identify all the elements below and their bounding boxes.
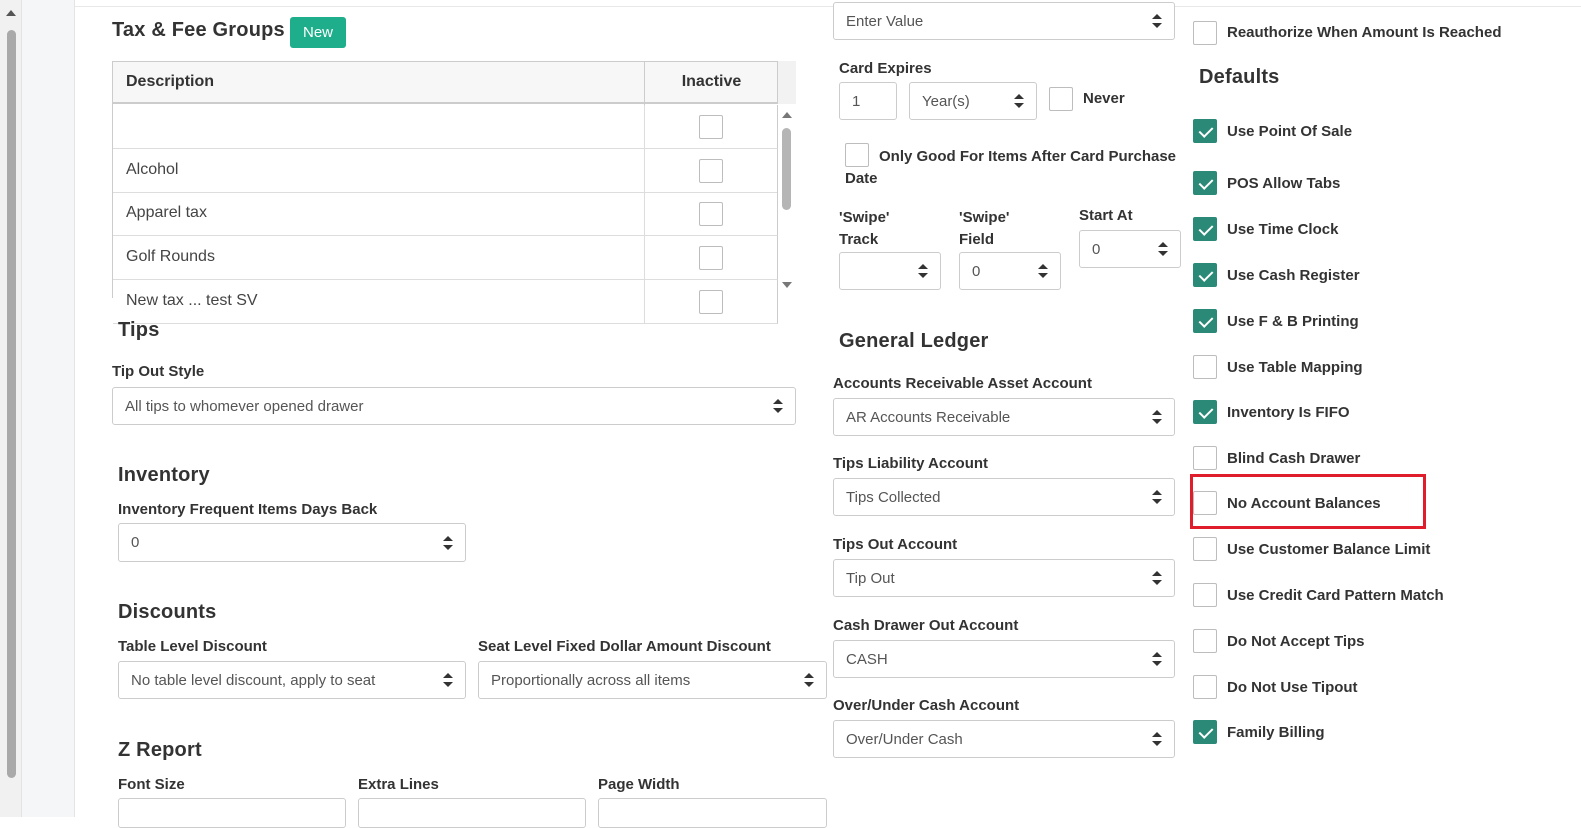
- column-header-description[interactable]: Description: [126, 73, 215, 90]
- table-header-scroll-gap: [778, 61, 796, 104]
- tax-fee-groups-title: Tax & Fee Groups: [112, 19, 285, 41]
- swipe-track-label: 'Swipe' Track: [839, 209, 890, 248]
- card-expires-unit-select[interactable]: [909, 82, 1037, 120]
- select-caret-icon: [773, 399, 783, 413]
- defaults-checkbox[interactable]: [1193, 171, 1217, 195]
- seat-level-discount-select[interactable]: [478, 661, 827, 699]
- reauthorize-label: Reauthorize When Amount Is Reached: [1227, 24, 1502, 41]
- highlight-box: [1190, 474, 1426, 529]
- scrollbar-thumb[interactable]: [782, 128, 791, 210]
- tip-out-style-value: All tips to whomever opened drawer: [125, 397, 364, 415]
- select-caret-icon: [1152, 14, 1162, 28]
- defaults-checkbox-label: POS Allow Tabs: [1227, 175, 1341, 192]
- select-caret-icon: [1152, 490, 1162, 504]
- font-size-label: Font Size: [118, 776, 185, 793]
- defaults-checkbox[interactable]: [1193, 537, 1217, 561]
- defaults-checkbox-label: Use Table Mapping: [1227, 359, 1363, 376]
- swipe-field-value: 0: [972, 262, 981, 280]
- table-row[interactable]: [113, 105, 778, 149]
- tips-liability-value: Tips Collected: [846, 488, 941, 506]
- defaults-checkbox-label: No Account Balances: [1227, 495, 1381, 512]
- defaults-checkbox-label: Blind Cash Drawer: [1227, 450, 1361, 467]
- defaults-checkbox[interactable]: [1193, 583, 1217, 607]
- defaults-checkbox-label: Use F & B Printing: [1227, 313, 1359, 330]
- reauthorize-checkbox[interactable]: [1193, 21, 1217, 45]
- start-at-value: 0: [1092, 240, 1101, 258]
- card-expires-unit-value: Year(s): [922, 92, 970, 110]
- page-scrollbar[interactable]: [0, 0, 22, 817]
- select-caret-icon: [443, 673, 453, 687]
- tips-out-label: Tips Out Account: [833, 536, 958, 553]
- divider: [75, 6, 1581, 7]
- only-good-label: Only Good For Items After Card Purchase Date: [845, 148, 1177, 187]
- defaults-checkbox[interactable]: [1193, 675, 1217, 699]
- start-at-label: Start At: [1079, 207, 1133, 224]
- inactive-checkbox[interactable]: [699, 290, 723, 314]
- scroll-down-icon[interactable]: [782, 282, 792, 288]
- over-under-select[interactable]: [833, 720, 1175, 758]
- never-label: Never: [1083, 90, 1125, 107]
- defaults-checkbox[interactable]: [1193, 629, 1217, 653]
- column-header-inactive[interactable]: Inactive: [681, 73, 742, 90]
- defaults-title: Defaults: [1199, 66, 1280, 88]
- tip-out-style-label: Tip Out Style: [112, 363, 205, 380]
- left-gutter: [22, 0, 75, 817]
- tax-fee-groups-table: [112, 61, 778, 309]
- inventory-title: Inventory: [118, 464, 210, 486]
- swipe-field-label: 'Swipe' Field: [959, 209, 1010, 248]
- ar-account-value: AR Accounts Receivable: [846, 408, 1011, 426]
- defaults-checkbox[interactable]: [1193, 720, 1217, 744]
- tips-title: Tips: [118, 319, 160, 341]
- row-description: Alcohol: [126, 161, 179, 178]
- ar-account-label: Accounts Receivable Asset Account: [833, 375, 1092, 392]
- select-caret-icon: [1038, 264, 1048, 278]
- swipe-track-select[interactable]: [839, 252, 941, 290]
- scroll-up-icon[interactable]: [782, 112, 792, 118]
- defaults-checkbox[interactable]: [1193, 119, 1217, 143]
- extra-lines-label: Extra Lines: [358, 776, 439, 793]
- defaults-checkbox-label: Use Customer Balance Limit: [1227, 541, 1431, 558]
- table-row[interactable]: [113, 149, 778, 193]
- select-caret-icon: [1158, 242, 1168, 256]
- over-under-label: Over/Under Cash Account: [833, 697, 1020, 714]
- extra-lines-input[interactable]: [358, 798, 586, 828]
- row-description: Golf Rounds: [126, 248, 215, 265]
- table-level-discount-select[interactable]: [118, 661, 466, 699]
- table-row[interactable]: [113, 280, 778, 324]
- select-caret-icon: [1014, 94, 1024, 108]
- new-button[interactable]: New: [290, 17, 346, 48]
- select-caret-icon: [1152, 571, 1162, 585]
- divider: [644, 105, 645, 149]
- defaults-checkbox[interactable]: [1193, 217, 1217, 241]
- divider: [644, 149, 645, 193]
- tip-out-style-select[interactable]: [112, 387, 796, 425]
- days-back-select[interactable]: [118, 523, 466, 562]
- font-size-input[interactable]: [118, 798, 346, 828]
- days-back-value: 0: [131, 534, 140, 551]
- row-description: New tax ... test SV: [126, 292, 258, 309]
- swipe-field-select[interactable]: [959, 252, 1061, 290]
- never-checkbox[interactable]: [1049, 87, 1073, 111]
- inactive-checkbox[interactable]: [699, 246, 723, 270]
- inactive-checkbox[interactable]: [699, 159, 723, 183]
- cash-drawer-select[interactable]: [833, 640, 1175, 678]
- table-row[interactable]: [113, 192, 778, 236]
- general-ledger-title: General Ledger: [839, 330, 989, 352]
- select-caret-icon: [804, 673, 814, 687]
- defaults-checkbox-label: Use Time Clock: [1227, 221, 1339, 238]
- scroll-up-icon[interactable]: [6, 10, 16, 16]
- defaults-checkbox-label: Use Credit Card Pattern Match: [1227, 587, 1444, 604]
- inactive-checkbox[interactable]: [699, 115, 723, 139]
- scrollbar-thumb[interactable]: [7, 30, 16, 778]
- inactive-checkbox[interactable]: [699, 202, 723, 226]
- select-caret-icon: [918, 264, 928, 278]
- page-width-label: Page Width: [598, 776, 680, 793]
- table-level-discount-label: Table Level Discount: [118, 638, 267, 655]
- over-under-value: Over/Under Cash: [846, 730, 963, 748]
- z-report-title: Z Report: [118, 739, 202, 761]
- select-caret-icon: [443, 536, 453, 550]
- row-description: Apparel tax: [126, 204, 207, 221]
- divider: [644, 192, 645, 236]
- page-width-input[interactable]: [598, 798, 827, 828]
- defaults-checkbox-label: Do Not Use Tipout: [1227, 679, 1358, 696]
- cash-drawer-value: CASH: [846, 650, 888, 668]
- defaults-checkbox-label: Use Point Of Sale: [1227, 123, 1353, 140]
- defaults-checkbox[interactable]: [1193, 309, 1217, 333]
- defaults-checkbox-label: Inventory Is FIFO: [1227, 404, 1350, 421]
- table-header: [113, 61, 778, 104]
- card-expires-label: Card Expires: [839, 60, 932, 77]
- card-expires-input[interactable]: [839, 82, 897, 120]
- defaults-checkbox-label: Use Cash Register: [1227, 267, 1360, 284]
- select-caret-icon: [1152, 732, 1162, 746]
- defaults-checkbox[interactable]: [1193, 355, 1217, 379]
- divider: [644, 236, 645, 280]
- tips-liability-select[interactable]: [833, 478, 1175, 516]
- cash-drawer-label: Cash Drawer Out Account: [833, 617, 1019, 634]
- enter-value-select[interactable]: [833, 2, 1175, 40]
- defaults-checkbox[interactable]: [1193, 263, 1217, 287]
- tips-out-value: Tip Out: [846, 569, 895, 587]
- discounts-title: Discounts: [118, 601, 217, 623]
- ar-account-select[interactable]: [833, 398, 1175, 436]
- select-caret-icon: [1152, 652, 1162, 666]
- enter-value-placeholder: Enter Value: [846, 12, 924, 30]
- select-caret-icon: [1152, 410, 1162, 424]
- days-back-label: Inventory Frequent Items Days Back: [118, 501, 378, 518]
- defaults-checkbox[interactable]: [1193, 400, 1217, 424]
- defaults-checkbox-label: Family Billing: [1227, 724, 1325, 741]
- tips-liability-label: Tips Liability Account: [833, 455, 989, 472]
- defaults-checkbox-label: Do Not Accept Tips: [1227, 633, 1365, 650]
- seat-level-discount-value: Proportionally across all items: [491, 671, 691, 689]
- tips-out-select[interactable]: [833, 559, 1175, 597]
- table-level-discount-value: No table level discount, apply to seat: [131, 671, 376, 689]
- card-expires-value: 1: [852, 92, 861, 110]
- table-scrollbar[interactable]: [778, 104, 796, 298]
- start-at-select[interactable]: [1079, 230, 1181, 268]
- seat-level-discount-label: Seat Level Fixed Dollar Amount Discount: [478, 638, 771, 655]
- defaults-checkbox[interactable]: [1193, 446, 1217, 470]
- table-row[interactable]: [113, 236, 778, 280]
- divider: [644, 280, 645, 324]
